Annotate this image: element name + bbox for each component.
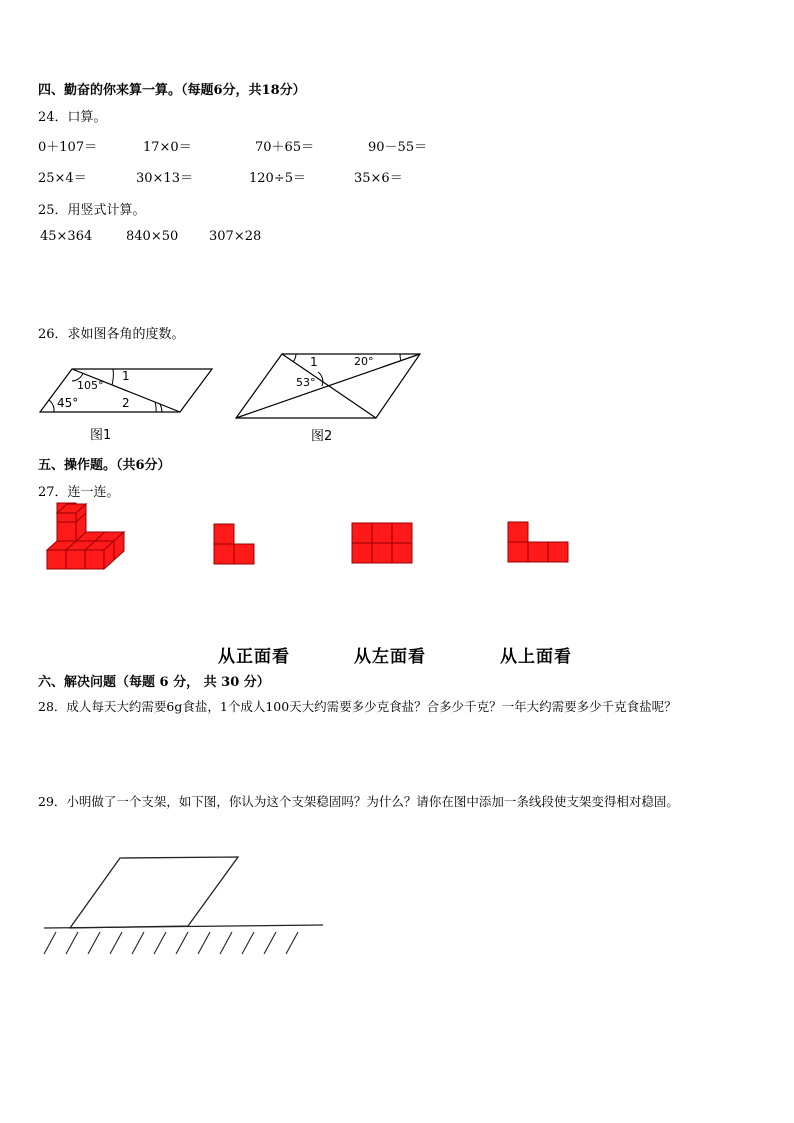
vertical-calc-1: 45×364 xyxy=(40,229,93,244)
question-28: 28．成人每天大约需要6g食盐，1个成人100天大约需要多少克食盐？合多少千克？一年大约需要多少千克食盐呢？ xyxy=(38,699,677,714)
fig2-caption: 图2 xyxy=(311,429,333,444)
question-24-label: 24．口算。 xyxy=(38,110,107,125)
view-label-left: 从左面看 xyxy=(354,647,426,667)
fig1-angle-105: 105° xyxy=(77,379,104,392)
view-label-top: 从上面看 xyxy=(500,647,572,667)
fig1-caption: 图1 xyxy=(90,428,112,443)
question-27-label: 27．连一连。 xyxy=(38,485,120,500)
oral-calc-1-1: 0＋107＝ xyxy=(38,140,98,155)
fig1-mark-2: 2 xyxy=(122,396,130,410)
oral-calc-1-3: 70＋65＝ xyxy=(255,140,315,155)
section-6-title: 六、解决问题（每题 6 分， 共 30 分） xyxy=(38,675,270,690)
fig1-mark-1: 1 xyxy=(122,369,130,383)
question-26-label: 26．求如图各角的度数。 xyxy=(38,327,185,342)
fig2-angle-20: 20° xyxy=(354,355,374,368)
fig2-mark-1: 1 xyxy=(310,355,318,369)
vertical-calc-3: 307×28 xyxy=(209,229,262,244)
oral-calc-1-4: 90－55＝ xyxy=(368,140,428,155)
section-5-title: 五、操作题。（共6分） xyxy=(38,458,171,473)
oral-calc-2-4: 35×6＝ xyxy=(354,171,403,186)
oral-calc-2-1: 25×4＝ xyxy=(38,171,87,186)
oral-calc-2-2: 30×13＝ xyxy=(136,171,193,186)
fig2-angle-53: 53° xyxy=(296,376,316,389)
question-29: 29．小明做了一个支架，如下图，你认为这个支架稳固吗？为什么？请你在图中添加一条线段使支架变得相对稳固。 xyxy=(38,794,679,809)
section-4-title: 四、勤奋的你来算一算。（每题6分，共18分） xyxy=(38,83,306,98)
vertical-calc-2: 840×50 xyxy=(126,229,179,244)
oral-calc-2-3: 120÷5＝ xyxy=(249,171,306,186)
oral-calc-1-2: 17×0＝ xyxy=(143,140,192,155)
view-label-front: 从正面看 xyxy=(218,647,290,667)
question-25-label: 25．用竖式计算。 xyxy=(38,203,146,218)
fig1-angle-45: 45° xyxy=(57,396,79,410)
